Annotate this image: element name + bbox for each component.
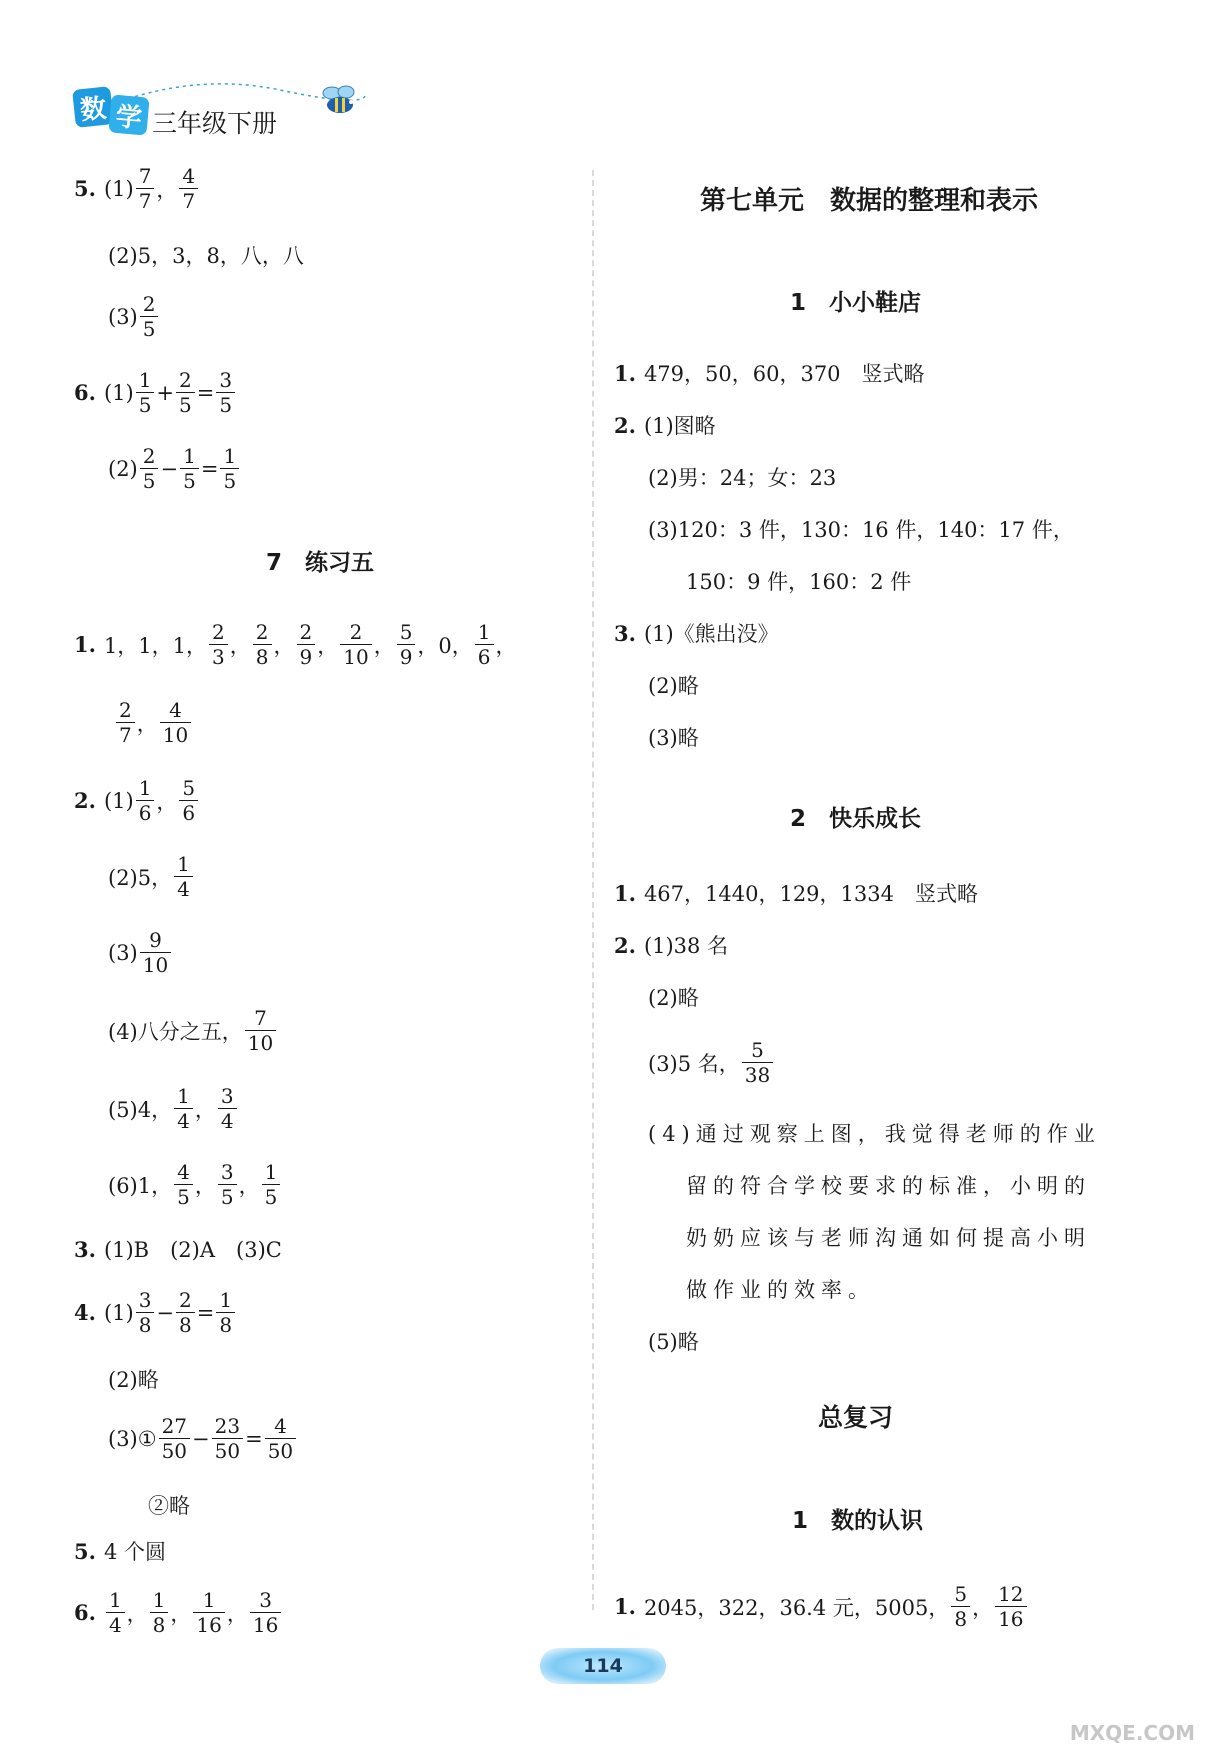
answer-text: (2)5，: [108, 865, 173, 890]
left-e2-2: [108, 854, 195, 899]
right-s2-q1: [614, 878, 978, 908]
separator: ，: [156, 177, 178, 202]
answer-text: (3)5 名，: [648, 1051, 740, 1076]
review-section-1: 1 数的认识: [792, 1508, 924, 1534]
fraction: $\frac{2}{8}$: [253, 622, 272, 667]
right-s2-q2-3: [648, 1040, 775, 1085]
fraction: $\frac{2}{10}$: [340, 622, 371, 667]
sub-label: (1): [103, 176, 134, 201]
question-number: 1.: [74, 632, 96, 657]
fraction: $\frac{3}{16}$: [250, 1590, 281, 1635]
fraction: $\frac{1}{6}$: [475, 622, 494, 667]
operator: −: [192, 1426, 210, 1451]
answer-text: (3)120：3 件，130：16 件，140：17 件，: [648, 518, 1074, 542]
right-s2-q2-4a: [648, 1118, 1101, 1148]
answer-text: (2)略: [648, 674, 699, 698]
question-number: 1.: [614, 360, 636, 386]
fraction: $\frac{7}{7}$: [136, 166, 155, 211]
fraction: $\frac{12}{16}$: [995, 1584, 1026, 1629]
section-title-1: 1 小小鞋店: [790, 290, 922, 316]
right-s1-q2-3b: [686, 566, 911, 596]
sub-label: (1): [103, 788, 134, 813]
fraction: $\frac{1}{5}$: [136, 370, 155, 415]
separator: ，: [972, 1595, 994, 1620]
sub-label: (1): [103, 380, 134, 405]
fraction: $\frac{3}{5}$: [218, 1162, 237, 1207]
page-number: 114: [540, 1648, 666, 1684]
bee-icon: [318, 84, 362, 118]
section-title-2: 2 快乐成长: [790, 806, 922, 832]
column-divider: [592, 170, 594, 1610]
separator: ，: [194, 1173, 216, 1198]
sub-label: (1): [103, 1300, 134, 1325]
fraction: $\frac{4}{50}$: [265, 1416, 296, 1461]
separator: ，: [495, 633, 517, 658]
fraction: $\frac{1}{5}$: [220, 446, 239, 491]
answer-text: (1)《熊出没》: [643, 622, 779, 646]
separator: ，: [126, 1601, 148, 1626]
left-e2-6: [108, 1162, 282, 1207]
question-number: 5.: [74, 1538, 96, 1564]
answer-text: 150：9 件，160：2 件: [686, 570, 912, 594]
fraction: $\frac{1}{4}$: [174, 1086, 193, 1131]
left-e2-4: [108, 1008, 278, 1053]
fraction: $\frac{2}{5}$: [176, 370, 195, 415]
right-s1-q3-3: [648, 722, 699, 752]
right-s1-q2-1: [614, 410, 716, 440]
left-e1-line2: [114, 700, 193, 745]
separator: ，: [194, 1097, 216, 1122]
right-s2-q2-4c: [686, 1222, 1091, 1252]
answer-text: (4)八分之五，: [108, 1019, 243, 1044]
fraction: $\frac{1}{16}$: [193, 1590, 224, 1635]
left-e6: [74, 1590, 283, 1635]
unit-title: 第七单元 数据的整理和表示: [700, 186, 1039, 216]
left-q5-2: [108, 240, 304, 270]
left-q5-1: [74, 166, 200, 211]
question-number: 6.: [74, 1600, 96, 1625]
answer-text: (4)通过观察上图，我觉得老师的作业: [648, 1122, 1101, 1146]
right-s2-q2-1: [614, 930, 728, 960]
question-number: 1.: [614, 1594, 636, 1619]
separator: ，: [136, 711, 158, 736]
fraction: $\frac{5}{8}$: [951, 1584, 970, 1629]
left-e4-1: [74, 1290, 237, 1335]
left-e4-3b: [148, 1490, 190, 1520]
fraction: $\frac{1}{8}$: [150, 1590, 169, 1635]
fraction: $\frac{1}{5}$: [262, 1162, 281, 1207]
fraction: $\frac{7}{10}$: [245, 1008, 276, 1053]
right-s1-q3-2: [648, 670, 699, 700]
separator: ，: [170, 1601, 192, 1626]
answer-text: (2)5，3，8，八，八: [108, 244, 304, 268]
operator: −: [160, 456, 179, 481]
answer-text: (2)男：24；女：23: [648, 466, 837, 490]
watermark: MXQE.COM: [1069, 1721, 1195, 1745]
answer-text: ②略: [148, 1494, 190, 1518]
answer-text: 467，1440，129，1334 竖式略: [643, 882, 978, 906]
left-e1-line1: [74, 622, 517, 667]
right-s2-q2-5: [648, 1326, 699, 1356]
separator: ，: [229, 633, 251, 658]
answer-text: 479，50，60，370 竖式略: [643, 362, 925, 386]
section-title-7: 7 练习五: [266, 550, 375, 576]
left-e2-5: [108, 1086, 239, 1131]
operator: =: [245, 1426, 263, 1451]
separator: ，: [156, 789, 178, 814]
fraction: $\frac{3}{4}$: [218, 1086, 237, 1131]
fraction: $\frac{4}{10}$: [160, 700, 191, 745]
answer-text: 2045，322，36.4 元，5005，: [643, 1595, 950, 1620]
fraction: $\frac{3}{5}$: [216, 370, 235, 415]
answer-text: (5)略: [648, 1330, 699, 1354]
right-s1-q2-3a: [648, 514, 1074, 544]
left-q5-3: [108, 294, 160, 339]
review-title: 总复习: [818, 1403, 894, 1432]
sub-label: (3): [108, 304, 138, 329]
question-number: 6.: [74, 380, 96, 405]
logo-char-xue: 学: [108, 94, 149, 135]
question-number: 5.: [74, 176, 96, 201]
fraction: $\frac{1}{5}$: [180, 446, 199, 491]
right-s2-q2-4d: [686, 1274, 875, 1304]
fraction: $\frac{2}{8}$: [176, 1290, 195, 1335]
fraction: $\frac{1}{6}$: [136, 778, 155, 823]
answer-text: 4 个圆: [103, 1540, 166, 1564]
separator: ，: [373, 633, 395, 658]
left-e2-1: [74, 778, 200, 823]
fraction: $\frac{4}{5}$: [174, 1162, 193, 1207]
answer-text: 奶奶应该与老师沟通如何提高小明: [686, 1226, 1091, 1250]
separator: ，: [273, 633, 295, 658]
answer-text: (1)图略: [643, 414, 716, 438]
answer-text: (1)B (2)A (3)C: [103, 1238, 282, 1262]
fraction: $\frac{2}{5}$: [140, 446, 159, 491]
left-e5: [74, 1536, 166, 1566]
question-number: 1.: [614, 880, 636, 906]
question-number: 2.: [74, 788, 96, 813]
fraction: $\frac{2}{3}$: [209, 622, 228, 667]
operator: =: [200, 456, 219, 481]
answer-text: 1，1，1，: [103, 633, 208, 658]
fraction: $\frac{1}{4}$: [174, 854, 193, 899]
operator: =: [196, 1300, 215, 1325]
right-r1-q1: [614, 1584, 1029, 1629]
fraction: $\frac{1}{8}$: [216, 1290, 235, 1335]
left-e4-3: [108, 1416, 298, 1461]
fraction: $\frac{5}{38}$: [742, 1040, 773, 1085]
fraction: $\frac{2}{9}$: [297, 622, 316, 667]
operator: +: [156, 380, 175, 405]
fraction: $\frac{1}{4}$: [106, 1590, 125, 1635]
fraction: $\frac{9}{10}$: [140, 930, 171, 975]
separator: ，: [226, 1601, 248, 1626]
separator: ，: [417, 633, 439, 658]
question-number: 2.: [614, 932, 636, 958]
right-s1-q2-2: [648, 462, 836, 492]
question-number: 3.: [614, 620, 636, 646]
answer-text: (2)略: [108, 1368, 159, 1392]
answer-text: (6)1，: [108, 1173, 173, 1198]
fraction: $\frac{23}{50}$: [212, 1416, 243, 1461]
left-q6-1: [74, 370, 237, 415]
operator: =: [196, 380, 215, 405]
sub-label: (2): [108, 456, 138, 481]
right-s2-q2-2: [648, 982, 699, 1012]
fraction: $\frac{4}{7}$: [179, 166, 198, 211]
sub-label: (3): [108, 940, 138, 965]
right-s1-q1: [614, 358, 925, 388]
fraction: $\frac{27}{50}$: [159, 1416, 190, 1461]
right-s2-q2-4b: [686, 1170, 1091, 1200]
left-e2-3: [108, 930, 173, 975]
answer-text: (3)略: [648, 726, 699, 750]
fraction: $\frac{3}{8}$: [136, 1290, 155, 1335]
operator: −: [156, 1300, 175, 1325]
left-q6-2: [108, 446, 241, 491]
logo-char-shu: 数: [72, 86, 114, 128]
left-e3: [74, 1234, 282, 1264]
answer-text: 留的符合学校要求的标准，小明的: [686, 1174, 1091, 1198]
fraction: $\frac{2}{7}$: [116, 700, 135, 745]
separator: ，: [238, 1173, 260, 1198]
left-e4-2: [108, 1364, 159, 1394]
answer-text: (2)略: [648, 986, 699, 1010]
answer-text: 0，: [438, 633, 473, 658]
fraction: $\frac{2}{5}$: [140, 294, 159, 339]
answer-text: 做作业的效率。: [686, 1278, 875, 1302]
separator: ，: [317, 633, 339, 658]
right-s1-q3-1: [614, 618, 779, 648]
answer-text: (5)4，: [108, 1097, 173, 1122]
question-number: 2.: [614, 412, 636, 438]
book-title: 三年级下册: [152, 109, 278, 138]
answer-text: (1)38 名: [643, 934, 729, 958]
fraction: $\frac{5}{6}$: [179, 778, 198, 823]
question-number: 4.: [74, 1300, 96, 1325]
sub-label: (3)①: [108, 1426, 157, 1451]
question-number: 3.: [74, 1236, 96, 1262]
fraction: $\frac{5}{9}$: [397, 622, 416, 667]
